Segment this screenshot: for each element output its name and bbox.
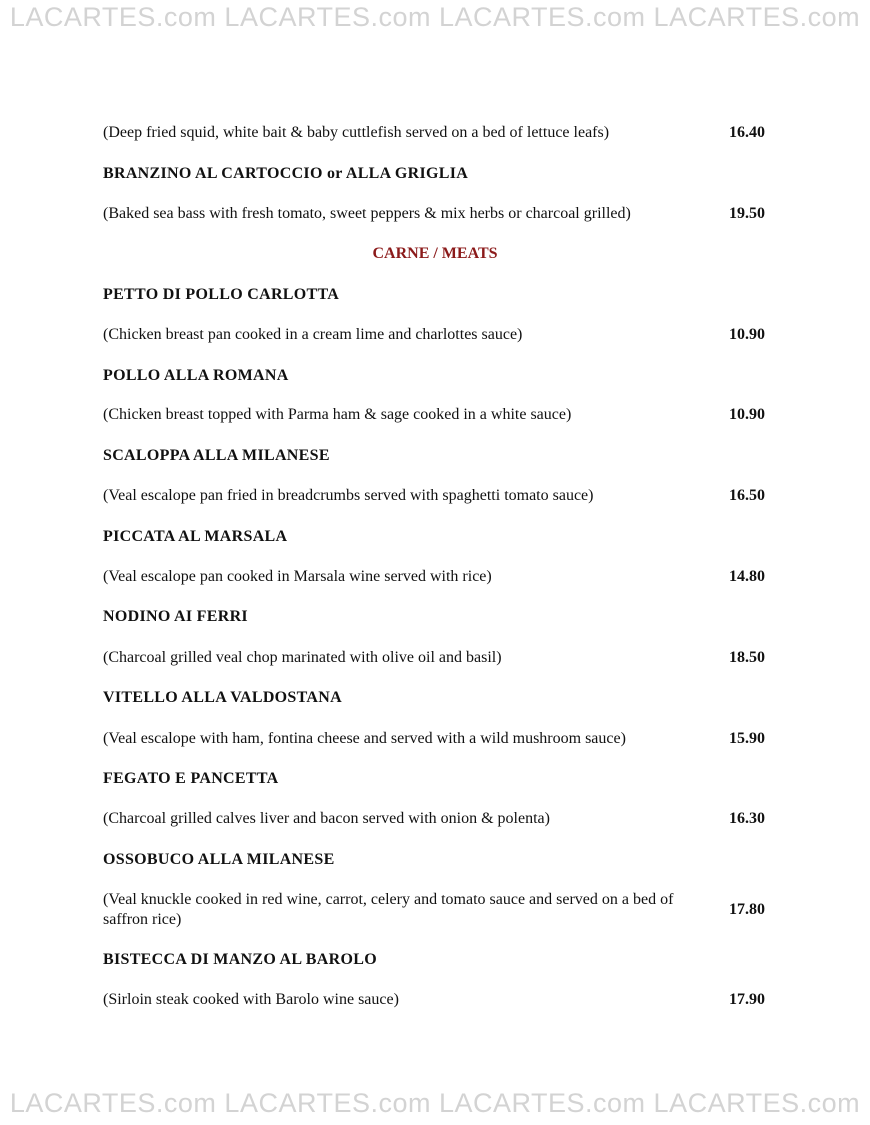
dish-price: 10.90	[729, 326, 765, 343]
dish-description: (Baked sea bass with fresh tomato, sweet peppers & mix herbs or charcoal grilled)	[103, 205, 631, 222]
dish-description: (Sirloin steak cooked with Barolo wine sauce)	[103, 991, 399, 1008]
watermark-top: LACARTES.com LACARTES.com LACARTES.com LACARTES.com	[9, 2, 861, 32]
dish-name: OSSOBUCO ALLA MILANESE	[103, 851, 335, 868]
dish-name: BISTECCA DI MANZO AL BAROLO	[103, 951, 377, 968]
dish-name: PETTO DI POLLO CARLOTTA	[103, 286, 340, 303]
dish-name: SCALOPPA ALLA MILANESE	[103, 447, 330, 464]
dish-name: FEGATO E PANCETTA	[103, 770, 279, 787]
dish-description: (Veal knuckle cooked in red wine, carrot, celery and tomato sauce and served on a bed of saffron rice)	[103, 891, 674, 928]
dish-price: 10.90	[729, 406, 765, 423]
dish-description: (Veal escalope pan fried in breadcrumbs served with spaghetti tomato sauce)	[103, 487, 594, 504]
dish-price: 15.90	[729, 730, 765, 747]
dish-name: PICCATA AL MARSALA	[103, 528, 288, 545]
dish-description: (Chicken breast pan cooked in a cream lime and charlottes sauce)	[103, 326, 523, 343]
dish-description: (Chicken breast topped with Parma ham & sage cooked in a white sauce)	[103, 406, 572, 423]
dish-price: 17.80	[729, 901, 765, 918]
dish-description: (Veal escalope pan cooked in Marsala wine served with rice)	[103, 568, 492, 585]
dish-price: 17.90	[729, 991, 765, 1008]
dish-name: BRANZINO AL CARTOCCIO or ALLA GRIGLIA	[103, 165, 469, 182]
dish-name: POLLO ALLA ROMANA	[103, 367, 289, 384]
dish-price: 16.40	[729, 124, 765, 141]
dish-price: 14.80	[729, 568, 765, 585]
dish-description: (Deep fried squid, white bait & baby cuttlefish served on a bed of lettuce leafs)	[103, 124, 610, 141]
section-heading-meats: CARNE / MEATS	[372, 245, 498, 262]
dish-description: (Veal escalope with ham, fontina cheese and served with a wild mushroom sauce)	[103, 730, 626, 747]
dish-price: 16.30	[729, 810, 765, 827]
dish-price: 16.50	[729, 487, 765, 504]
watermark-bottom: LACARTES.com LACARTES.com LACARTES.com LACARTES.com	[9, 1088, 861, 1118]
dish-name: NODINO AI FERRI	[103, 608, 248, 625]
dish-price: 18.50	[729, 649, 765, 666]
dish-price: 19.50	[729, 205, 765, 222]
dish-name: VITELLO ALLA VALDOSTANA	[103, 689, 342, 706]
dish-description: (Charcoal grilled calves liver and bacon served with onion & polenta)	[103, 810, 550, 827]
dish-description: (Charcoal grilled veal chop marinated with olive oil and basil)	[103, 649, 502, 666]
